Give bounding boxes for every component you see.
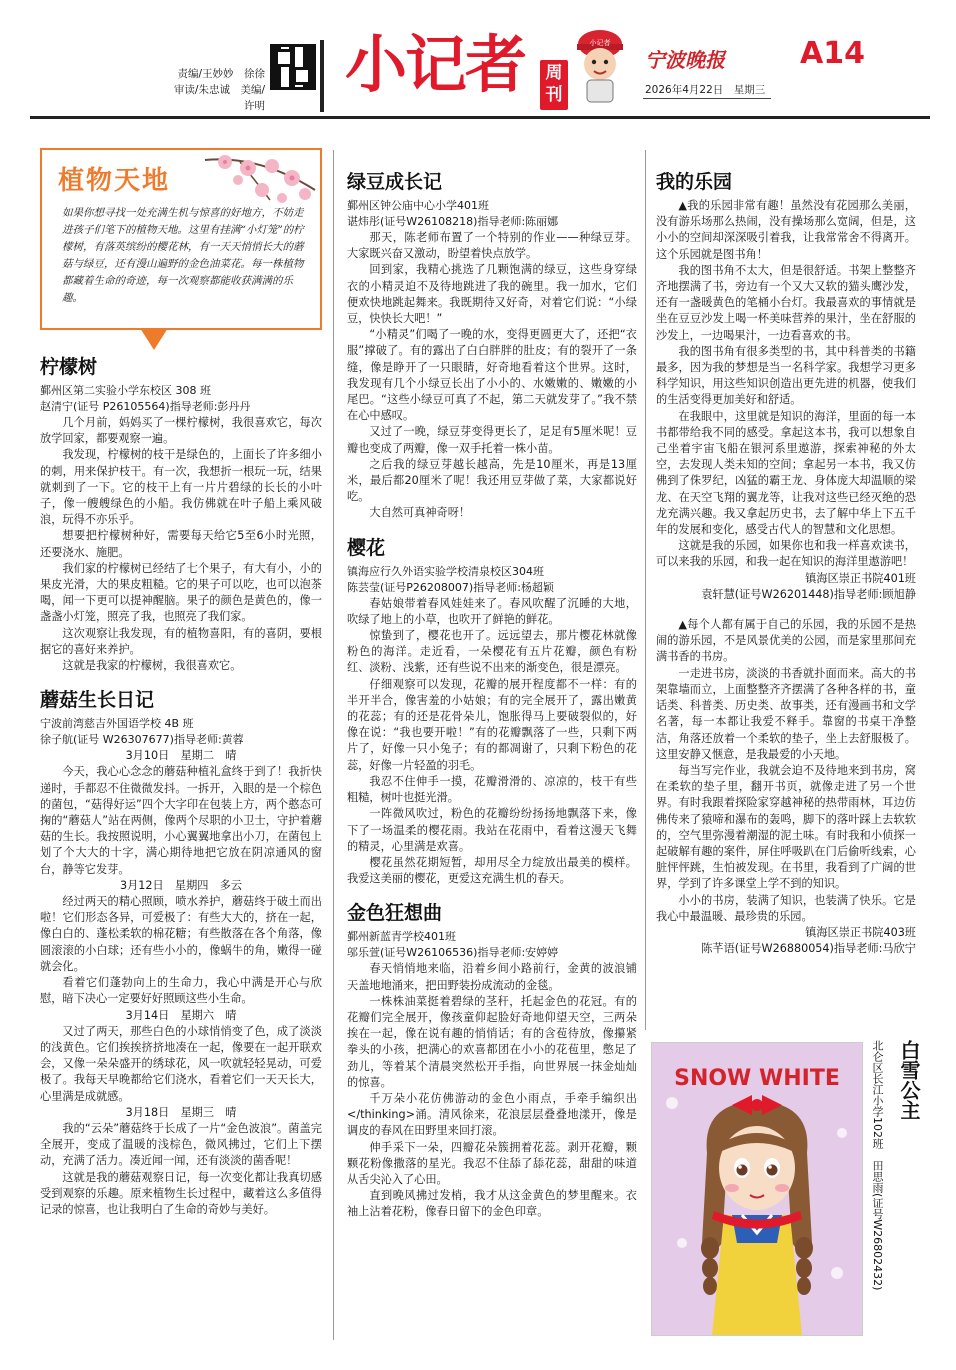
paragraph: 想要把柠檬树种好，需要每天给它5至6小时光照，还要浇水、施肥。: [40, 529, 322, 559]
plant-section-intro: 如果你想寻找一处充满生机与惊喜的好地方，不妨走进孩子们笔下的植物天地。这里有挂满“小灯笼”的柠檬树，有落英缤纷的樱花林，有一天天悄悄长大的蘑菇与绿豆，还有漫山遍野的金色油菜花。每一株植物都藏着生命的奇迹，每一次观察都能收获满满的乐趣。: [62, 207, 304, 304]
paragraph: 每当写完作业，我就会迫不及待地来到书房，窝在柔软的垫子里，翻开书页，就像走进了另一个世界。有时我跟着探险家穿越神秘的热带雨林，耳边仿佛传来了猿啼和瀑布的轰鸣，脚下的落叶踩上去软软的，空气里弥漫着潮湿的泥土味。有时我和小侦探一起破解有趣的案件，屏住呼吸趴在门后偷听线索，心脏怦怦跳，生怕被发现。在书里，我看到了广阔的世界，学到了许多课堂上学不到的知识。: [656, 763, 916, 891]
newspaper-name: 宁波晚报: [645, 48, 725, 72]
paragraph: 今天，我心心念念的蘑菇种植礼盒终于到了！我折快递时，手都忍不住微微发抖。一拆开，入眼的是一个棕色的菌包，“菇得好运”四个大字印在包装上方，两个憨态可掬的“蘑菇人”站在两侧，像两个尽职的小卫士，守护着蘑菇的生长。我按照说明，小心翼翼地拿出小刀，在菌包上划了个大大的十字，满心期待地把它放在阴凉通风的窗台，静等它发芽。: [40, 765, 322, 876]
article-school: 镇海应行久外语实验学校清泉校区304班: [347, 564, 544, 578]
diary-date: 3月14日 星期六 晴: [125, 1008, 237, 1022]
paragraph: 我的图书角有很多类型的书，其中科普类的书籍最多，因为我的梦想是当一名科学家。我想学习更多科学知识，用这些知识创造出更先进的机器，使我们的生活变得更加美好和舒适。: [656, 344, 916, 407]
paragraph: 那天，陈老师布置了一个特别的作业——种绿豆芽。大家既兴奋又激动，盼望着快点放学。: [347, 231, 637, 261]
article-title: 绿豆成长记: [347, 171, 443, 193]
paragraph: 我发现，柠檬树的枝干是绿色的，上面长了许多细小的刺，用来保护枝干。有一次，我想折一根玩一玩，结果就刺到了一下。它的枝干上有一片片碧绿的长长的小叶子，像一艘艘绿色的小船。我仿佛就在叶子船上乘风破浪，玩得不亦乐乎。: [40, 448, 322, 527]
header-divider: [320, 40, 324, 112]
article-school: 鄞州区钟公庙中心小学401班: [347, 199, 489, 212]
issue-date: 2026年4月22日 星期三: [645, 84, 766, 96]
article-school: 宁波前湾慈吉外国语学校 4B 班: [40, 717, 194, 731]
artwork-title: 白雪公主: [897, 1040, 921, 1120]
paragraph: 小小的书房，装满了知识，也装满了快乐。它是我心中最温暖、最珍贵的乐园。: [656, 893, 916, 923]
artwork-caption: 北仑区长江小学102班 田思雨(证号W26802432): [871, 1040, 884, 1291]
date-rule: [643, 98, 771, 99]
diary-date: 3月18日 星期三 晴: [125, 1105, 237, 1119]
column-divider: [333, 150, 334, 1340]
mascot-reporter-icon: [565, 22, 635, 107]
editor-credits: [165, 66, 265, 114]
paragraph: 我的“云朵”蘑菇终于长成了一片“金色波浪”。菌盖完全展开，变成了温暖的浅棕色，微风拂过，它们上下摆动，充满了活力。凑近闻一闻，还有淡淡的菌香呢！: [40, 1121, 322, 1168]
editor-line-2: 审读/朱忠诚 美编/许明: [173, 84, 265, 112]
paragraph: 又过了一晚，绿豆芽变得更长了，足足有5厘米呢！豆瓣也变成了两瓣，像一双手托着一株小苗。: [347, 425, 637, 455]
editor-line-1: 责编/王妙妙 徐徐: [177, 68, 265, 80]
paragraph: “小精灵”们喝了一晚的水，变得更圆更大了，还把“衣服”撑破了。有的露出了白白胖胖的肚皮；有的裂开了一条缝，像是睁开了一只眼睛，好奇地看着这个世界。这时，我发现有几个小绿豆长出了小小的、水嫩嫩的、嫩嫩的小尾巴。“这些小绿豆可真了不起，第二天就发芽了。”我不禁在心中感叹。: [347, 328, 637, 423]
article-author: 陈芸莹(证号P26208007)指导老师:杨超颖: [347, 580, 554, 594]
paragraph: 樱花虽然花期短暂，却用尽全力绽放出最美的模样。我爱这美丽的樱花，更爱这充满生机的春天。: [347, 855, 637, 886]
article-school: 鄞州区第二实验小学东校区 308 班: [40, 384, 211, 397]
article-title: 樱花: [347, 536, 386, 559]
qr-code-icon[interactable]: [270, 44, 316, 90]
paragraph: ▲每个人都有属于自己的乐园，我的乐园不是热闹的游乐园，不是风景优美的公园，而是家里那间充满书香的书房。: [656, 618, 916, 664]
paragraph: 一株株油菜挺着碧绿的茎秆，托起金色的花冠。有的花瓣们完全展开，像孩童仰起脸好奇地仰望天空，三两朵挨在一起，像在说有趣的悄悄话；有的含苞待放，像攥紧拳头的小孩，把满心的欢喜都团在小小的花苞里，憋足了劲儿，等着某个清晨突然松开手指，向世界展一抹金灿灿的惊喜。: [347, 994, 637, 1089]
article-author: 徐子航(证号 W26307677)指导老师:黄蓉: [40, 733, 244, 747]
paragraph: 一阵微风吹过，粉色的花瓣纷纷扬扬地飘落下来，像下了一场温柔的樱花雨。我站在花雨中，看着这漫天飞舞的精灵，心里满是欢喜。: [347, 807, 637, 853]
paragraph: 我们家的柠檬树已经结了七个果子，有大有小，小的果皮光滑，大的果皮粗糙。它的果子可以吃，也可以泡茶喝，闻一下更可以提神醒脑。果子的颜色是黄色的，像一盏盏小灯笼，照亮了我，也照亮了我们家。: [40, 561, 322, 624]
article-school: 鄞州新蓝青学校401班: [347, 930, 456, 944]
paragraph: 直到晚风拂过发梢，我才从这金黄色的梦里醒来。衣袖上沾着花粉，像春日留下的金色印章。: [347, 1189, 637, 1219]
cherry-blossom-icon: [200, 150, 318, 208]
paragraph: 又过了两天，那些白色的小球悄悄变了色，成了淡淡的浅黄色。它们挨挨挤挤地凑在一起，像要在一起开联欢会，又像一朵朵盛开的绣球花，风一吹就轻轻晃动，可爱极了。我每天早晚都给它们浇水，看着它们一天天长大，心里满是成就感。: [40, 1024, 322, 1103]
article-title: 金色狂想曲: [347, 902, 443, 925]
paragraph: 我忍不住伸手一摸，花瓣滑滑的、凉凉的，枝干有些粗糙，树叶也挺光滑。: [347, 774, 637, 805]
paragraph: 这就是我的蘑菇观察日记，每一次变化都让我真切感受到观察的乐趣。原来植物生长过程中，藏着这么多值得记录的惊喜，也让我明白了生命的奇妙与美好。: [40, 1170, 322, 1216]
paragraph: 几个月前，妈妈买了一棵柠檬树，我很喜欢它，每次放学回家，都要观察一遍。: [40, 416, 322, 446]
diary-date: 3月10日 星期二 晴: [125, 749, 237, 763]
paragraph: 伸手采下一朵，四瓣花朵簇拥着花蕊。剥开花瓣，颗颗花粉像撒落的星光。我忍不住舔了舔花蕊，甜甜的味道从舌尖沁入了心田。: [347, 1140, 637, 1186]
article-author: 谌炜彤(证号W26108218)指导老师:陈丽娜: [347, 215, 559, 228]
plant-section-title: 植物天地: [58, 166, 171, 196]
snow-white-illustration-icon: [652, 1043, 862, 1335]
article-author: 袁轩慧(证号W26201448)指导老师:顾旭静: [701, 587, 916, 601]
paragraph: 一走进书房，淡淡的书香就扑面而来。高大的书架靠墙而立，上面整整齐齐摆满了各种各样的书，童话类、科普类、历史类、故事类，还有漫画书和文学名著，每一本都让我爱不释手。靠窗的书桌干净整洁，角落还放着一个柔软的垫子，坐上去舒服极了。这里安静又惬意，是我最爱的小天地。: [656, 666, 916, 761]
column-3: [656, 170, 916, 957]
article-title: 蘑菇生长日记: [40, 689, 155, 712]
paragraph: 这次观察让我发现，有的植物喜阳，有的喜阴，要根据它的喜好来养护。: [40, 626, 322, 656]
paragraph: 看着它们蓬勃向上的生命力，我心中满是开心与欣慰，暗下决心一定要好好照顾这些小生命。: [40, 976, 322, 1006]
page-number: A14: [800, 36, 865, 71]
column-2: [347, 170, 637, 1221]
paragraph: 回到家，我精心挑选了几颗饱满的绿豆，这些身穿绿衣的小精灵迫不及待地跳进了我的碗里。我一加水，它们便欢快地跳起舞来。我既期待又好奇，对着它们说：“小绿豆，快快长大吧！”: [347, 263, 637, 326]
header-rule: [30, 116, 930, 119]
diary-date: 3月12日 星期四 多云: [119, 878, 243, 892]
paragraph: 春天悄悄地来临，沿着乡间小路前行，金黄的波浪铺天盖地地涌来，把田野装扮成流动的金毯。: [347, 962, 637, 992]
paragraph: ▲我的乐园非常有趣！虽然没有花园那么美丽，没有游乐场那么热闹，没有操场那么宽阔，但是，这小小的空间却深深吸引着我，让我常常舍不得离开。这个乐园就是图书角！: [656, 199, 916, 261]
paragraph: 这就是我的乐园，如果你也和我一样喜欢读书，可以来我的乐园，和我一起在知识的海洋里遨游吧！: [656, 539, 916, 569]
mascot-badge-text: 小记者: [589, 39, 611, 47]
article-title: 我的乐园: [656, 171, 733, 193]
snow-white-drawing: [651, 1042, 863, 1336]
article-school: 镇海区崇正书院403班: [805, 925, 916, 939]
weekly-badge: 周刊: [540, 60, 568, 110]
article-author: 邬乐萱(证号W26106536)指导老师:安婷婷: [347, 946, 559, 960]
paragraph: 惊蛰到了，樱花也开了。远远望去，那片樱花林就像粉色的海洋。走近看，一朵樱花有五片花瓣，颜色有粉红、淡粉、浅紫，还有些说不出来的渐变色，很是漂亮。: [347, 629, 637, 675]
plant-box-arrow: [140, 328, 168, 350]
paragraph: 仔细观察可以发现，花瓣的展开程度都不一样：有的半开半合，像害羞的小姑娘；有的完全展开了，露出嫩黄的花蕊；有的还是花骨朵儿，饱胀得马上要破裂似的，好像在说：“我也要开啦！”有的花瓣飘落了一些，只剩下两片了，好像一只小兔子；有的都凋谢了，只剩下粉色的花蕊，好像一片轻盈的羽毛。: [347, 677, 637, 772]
article-author: 陈芊语(证号W26880054)指导老师:马欣宁: [701, 942, 916, 956]
column-divider: [645, 150, 646, 1030]
paragraph: 大自然可真神奇呀！: [369, 506, 471, 520]
paragraph: 我的图书角不太大，但是很舒适。书架上整整齐齐地摆满了书，旁边有一个又大又软的猫头鹰沙发，还有一盏暖黄色的笔桶小台灯。我最喜欢的事情就是坐在豆豆沙发上喝一杯美味营养的果汁，坐在舒服的沙发上，一边喝果汁，一边看喜欢的书。: [656, 263, 916, 342]
paragraph: 千万朵小花仿佛游动的金色小雨点，手牵手编织出</thinking>涌。清风徐来，花浪层层叠叠地漾开，像是调皮的春风在田野里来回打滚。: [347, 1091, 637, 1138]
article-title: 柠檬树: [40, 356, 98, 378]
article-author: 赵清宁(证号 P26105564)指导老师:彭丹丹: [40, 400, 251, 413]
paragraph: 经过两天的精心照顾，喷水养护，蘑菇终于破土而出啦！它们形态各异，可爱极了：有些大大的，挤在一起，像白白的、蓬松柔软的棉花糖；有些散落在各个角落，像圆滚滚的小白球；还有些小小的，像蜗牛的角，嫩得一碰就会化。: [40, 895, 322, 973]
paragraph: 在我眼中，这里就是知识的海洋，里面的每一本书都带给我不同的感受。拿起这本书，我可以想象自己坐着宇宙飞船在银河系里遨游，探索神秘的外太空，去发现人类未知的空间；拿起另一本书，我又仿佛到了侏罗纪，凶猛的霸王龙、身体庞大却温顺的梁龙、在天空飞翔的翼龙等，让我对这些已经灭绝的恐龙充满兴趣。我又拿起历史书，去了解中华上下五千年的发展和变化，感受古代人的智慧和文化思想。: [656, 409, 916, 537]
column-1: [40, 355, 322, 1218]
paragraph: 春姑娘带着春风娃娃来了。春风吹醒了沉睡的大地，吹绿了地上的小草，也吹开了鲜艳的鲜花。: [347, 596, 637, 626]
paragraph: 这就是我家的柠檬树，我很喜欢它。: [62, 659, 242, 673]
paragraph: 之后我的绿豆芽越长越高，先是10厘米，再是13厘米，最后都20厘米了呢！我还用豆芽做了菜，大家都说好吃。: [347, 457, 637, 504]
article-school: 镇海区崇正书院401班: [805, 571, 916, 585]
drawing-title-text: SNOW WHITE: [674, 1066, 840, 1091]
masthead-title: 小记者: [345, 28, 526, 101]
